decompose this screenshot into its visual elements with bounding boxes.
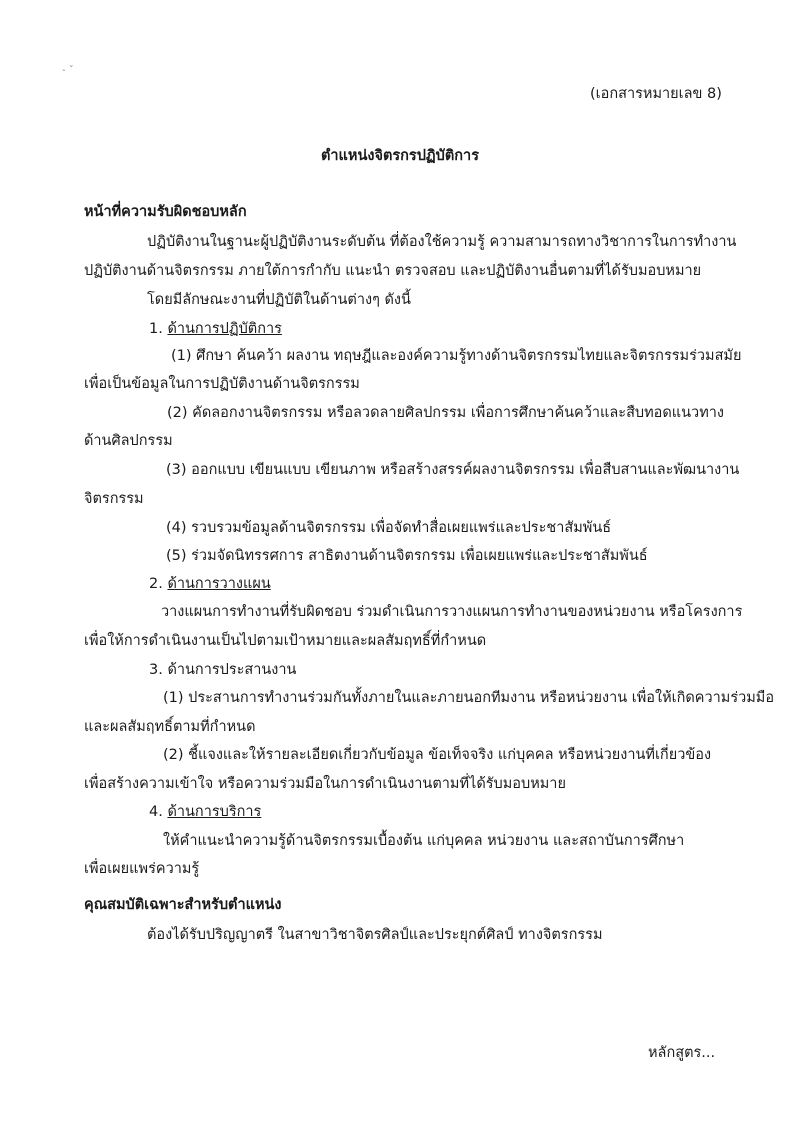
- qualifications-heading: คุณสมบัติเฉพาะสำหรับตำแหน่ง: [84, 897, 282, 913]
- intro-line-2: ปฏิบัติงานด้านจิตรกรรม ภายใต้การกำกับ แนะนำ ตรวจสอบ และปฏิบัติงานอื่นตามที่ได้รับมอบหมาย: [84, 263, 702, 279]
- s1-item1-line1: (1) ศึกษา ค้นคว้า ผลงาน ทฤษฎีและองค์ความรู้ทางด้านจิตรกรรมไทยและจิตรกรรมร่วมสมัย: [171, 348, 742, 364]
- s1-item1-line2: เพื่อเป็นข้อมูลในการปฏิบัติงานด้านจิตรกรรม: [84, 376, 360, 392]
- section-3-heading: 3. ด้านการประสานงาน: [149, 662, 297, 678]
- s2-line2: เพื่อให้การดำเนินงานเป็นไปตามเป้าหมายและผลสัมฤทธิ์ที่กำหนด: [84, 633, 487, 649]
- s3-item1-line1: (1) ประสานการทำงานร่วมกันทั้งภายในและภายนอกทีมงาน หรือหน่วยงาน เพื่อให้เกิดความร่วมมือ: [163, 690, 775, 706]
- intro-line-3: โดยมีลักษณะงานที่ปฏิบัติในด้านต่างๆ ดังนี้: [147, 292, 411, 308]
- document-number: (เอกสารหมายเลข 8): [590, 86, 722, 102]
- section-2-heading: [149, 574, 271, 594]
- s1-item3-line2: จิตรกรรม: [84, 491, 144, 507]
- section-1-number: 1.: [149, 321, 163, 337]
- section-1-heading: [149, 319, 282, 339]
- intro-line-1: ปฏิบัติงานในฐานะผู้ปฏิบัติงานระดับต้น ที่ต้องใช้ความรู้ ความสามารถทางวิชาการในการทำงาน: [147, 234, 737, 250]
- section-4-number: 4.: [149, 804, 163, 820]
- section-2-title: ด้านการวางแผน: [167, 576, 271, 592]
- s1-item2-line2: ด้านศิลปกรรม: [84, 433, 173, 449]
- continue-text: หลักสูตร...: [648, 1045, 716, 1061]
- qualifications-line1: ต้องได้รับปริญญาตรี ในสาขาวิชาจิตรศิลป์และประยุกต์ศิลป์ ทางจิตรกรรม: [147, 927, 603, 943]
- scan-speck: - ˇ: [62, 65, 74, 76]
- section-1-title: ด้านการปฏิบัติการ: [167, 321, 282, 337]
- s1-item4: (4) รวบรวมข้อมูลด้านจิตรกรรม เพื่อจัดทำสื่อเผยแพร่และประชาสัมพันธ์: [166, 520, 612, 536]
- s2-line1: วางแผนการทำงานที่รับผิดชอบ ร่วมดำเนินการวางแผนการทำงานของหน่วยงาน หรือโครงการ: [161, 604, 743, 620]
- s4-line1: ให้คำแนะนำความรู้ด้านจิตรกรรมเบื้องต้น แก่บุคคล หน่วยงาน และสถาบันการศึกษา: [163, 833, 685, 849]
- section-2-number: 2.: [149, 576, 163, 592]
- page-title: ตำแหน่งจิตรกรปฏิบัติการ: [321, 148, 479, 164]
- s3-item2-line2: เพื่อสร้างความเข้าใจ หรือความร่วมมือในการดำเนินงานตามที่ได้รับมอบหมาย: [84, 776, 566, 792]
- responsibilities-heading: หน้าที่ความรับผิดชอบหลัก: [84, 204, 247, 220]
- section-4-heading: [149, 802, 261, 822]
- s1-item2-line1: (2) คัดลอกงานจิตรกรรม หรือลวดลายศิลปกรรม เพื่อการศึกษาค้นคว้าและสืบทอดแนวทาง: [167, 405, 724, 421]
- s4-line2: เพื่อเผยแพร่ความรู้: [84, 861, 200, 877]
- s1-item5: (5) ร่วมจัดนิทรรศการ สาธิตงานด้านจิตรกรรม เพื่อเผยแพร่และประชาสัมพันธ์: [166, 548, 648, 564]
- s1-item3-line1: (3) ออกแบบ เขียนแบบ เขียนภาพ หรือสร้างสรรค์ผลงานจิตรกรรม เพื่อสืบสานและพัฒนางาน: [166, 462, 740, 478]
- section-4-title: ด้านการบริการ: [167, 804, 262, 820]
- s3-item2-line1: (2) ชี้แจงและให้รายละเอียดเกี่ยวกับข้อมูล ข้อเท็จจริง แก่บุคคล หรือหน่วยงานที่เกี่ยวข้อง: [163, 747, 712, 763]
- s3-item1-line2: และผลสัมฤทธิ์ตามที่กำหนด: [84, 719, 256, 735]
